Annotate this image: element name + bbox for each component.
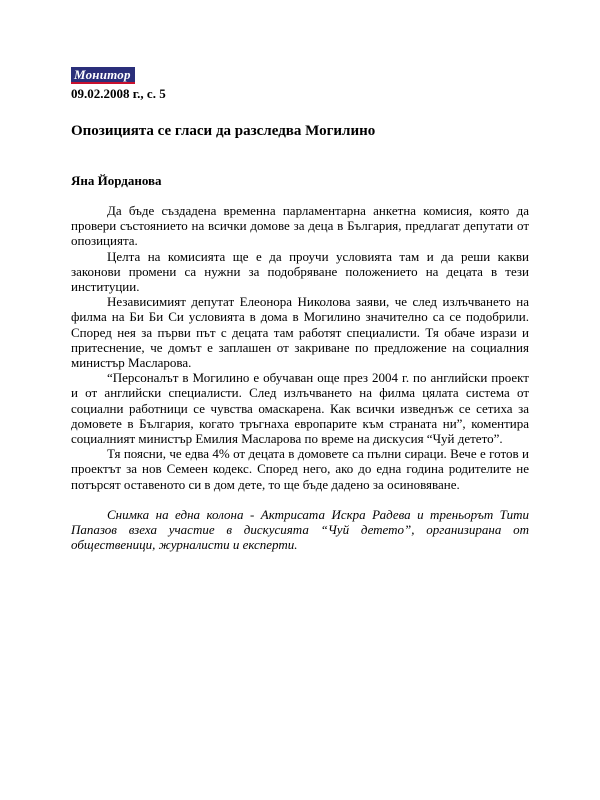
paragraph-5: Тя поясни, че едва 4% от децата в домовете са пълни сираци. Вече е готов и проектът за нов Семеен кодекс. Според него, ако до една година родителите не потърсят оставеното си в дом дете, то ще бъде дадено за осиновяване. bbox=[71, 446, 529, 492]
newspaper-logo: Монитор bbox=[71, 67, 135, 84]
document-page bbox=[71, 66, 529, 552]
article-headline: Опозицията се гласи да разследва Могилино bbox=[71, 123, 376, 139]
paragraph-1: Да бъде създадена временна парламентарна анкетна комисия, която да провери състоянието на всички домове за деца в България, предлагат депутати от опозицията. bbox=[71, 203, 529, 249]
paragraph-3: Независимият депутат Елеонора Николова заяви, че след излъчването на филма на Би Би Си условията в дома в Могилино значително са се подобрили. Според нея за първи път с децата там работят специалисти. Тя обаче изрази и притеснение, че домът е заплашен от закриване по предложение на социалния министър Масларова. bbox=[71, 294, 529, 371]
article-author: Яна Йорданова bbox=[71, 173, 162, 188]
article-body bbox=[71, 203, 529, 492]
paragraph-4: “Персоналът в Могилино е обучаван още през 2004 г. по английски проект и от английски специалисти. След излъчването на филма цялата система от социални работници се чувства омаскарена. Как всички изведнъж се сетиха за домовете в България, когато тръгнаха европарите към страната ни”, коментира социалният министър Емилия Масларова по време на дискусия “Чуй детето”. bbox=[71, 370, 529, 447]
source-date-page: 09.02.2008 г., с. 5 bbox=[71, 86, 166, 101]
paragraph-2: Целта на комисията ще е да проучи условията там и да реши какви законови промени са нужни за подобряване положението на децата в тези институции. bbox=[71, 248, 529, 295]
photo-caption: Снимка на една колона - Актрисата Искра Радева и треньорът Тити Папазов взеха участие в дискусията “Чуй детето”, организирана от общественици, журналисти и експерти. bbox=[71, 506, 529, 553]
